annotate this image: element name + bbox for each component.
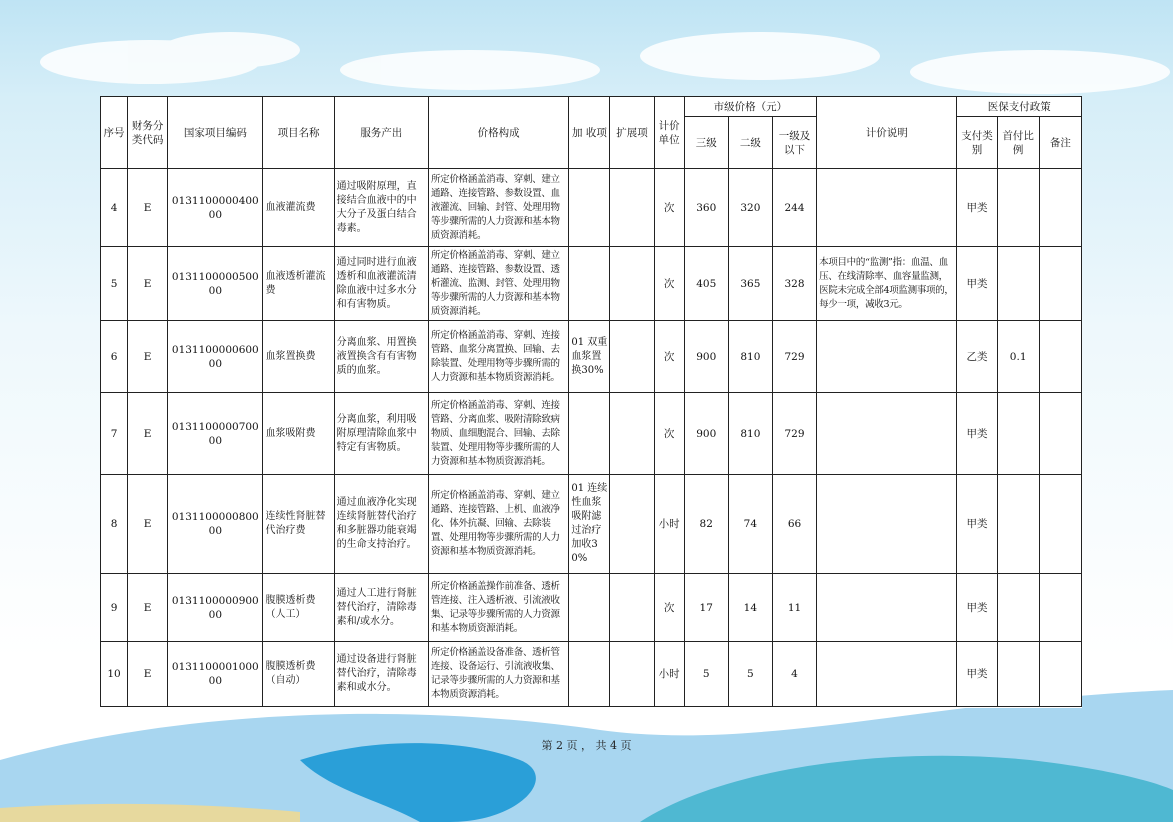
cell-first [997,169,1039,247]
cell-ext [610,642,654,707]
cell-p1: 244 [772,169,816,247]
cell-pay: 甲类 [957,642,997,707]
cell-seq: 4 [101,169,128,247]
cell-cost: 所定价格涵盖消毒、穿刺、建立通路、连接管路、参数设置、透析灌流、监测、封管、处理用物等步骤所需的人力资源和基本物质资源消耗。 [428,247,568,321]
cell-output: 通过设备进行肾脏替代治疗，清除毒素和或水分。 [334,642,428,707]
cell-cost: 所定价格涵盖操作前准备、透析管连接、注入透析液、引流液收集、记录等步骤所需的人力资源和基本物质资源消耗。 [428,574,568,642]
cell-name: 血液灌流费 [263,169,334,247]
cell-output: 通过同时进行血液透析和血液灌流清除血液中过多水分和有害物质。 [334,247,428,321]
col-item-name: 项目名称 [263,97,334,169]
cell-note: 本项目中的“监测”指：血温、血压、在线清除率、血容量监测，医院未完成全部4项监测事项的，每少一项，减收3元。 [817,247,957,321]
cell-name: 腹膜透析费（自动） [263,642,334,707]
col-service-output: 服务产出 [334,97,428,169]
cell-cost: 所定价格涵盖消毒、穿刺、建立通路、连接管路、上机、血液净化、体外抗凝、回输、去除装置、处理用物等步骤所需的人力资源和基本物质资源消耗。 [428,475,568,574]
cell-fin: E [128,169,168,247]
col-expansion: 扩展项 [610,97,654,169]
cell-unit: 小时 [654,642,684,707]
cell-note [817,393,957,475]
cell-p2: 74 [728,475,772,574]
col-pay-type: 支付类别 [957,117,997,169]
cell-code: 013110000050000 [168,247,263,321]
table-row [101,169,1082,247]
col-unit: 计价单位 [654,97,684,169]
cell-fin: E [128,642,168,707]
table-row [101,247,1082,321]
page-footer: 第 2 页 ， 共 4 页 [541,739,632,752]
cell-p3: 900 [684,393,728,475]
cell-ext [610,393,654,475]
cell-seq: 8 [101,475,128,574]
cell-add [569,247,610,321]
cell-ext [610,169,654,247]
cell-p1: 4 [772,642,816,707]
col-insurance: 医保支付政策 [957,97,1082,117]
cell-remark [1039,475,1081,574]
cell-remark [1039,169,1081,247]
cell-note [817,169,957,247]
cell-cost: 所定价格涵盖消毒、穿刺、连接管路、分离血浆、吸附清除致病物质、血细胞混合、回输、去除装置、处理用物等步骤所需的人力资源和基本物质资源消耗。 [428,393,568,475]
cell-first [997,475,1039,574]
cell-code: 013110000100000 [168,642,263,707]
cell-note [817,321,957,393]
cell-p3: 82 [684,475,728,574]
cell-pay: 甲类 [957,475,997,574]
cell-unit: 次 [654,393,684,475]
cell-p1: 328 [772,247,816,321]
cell-unit: 次 [654,247,684,321]
cell-first: 0.1 [997,321,1039,393]
price-table [100,96,1082,707]
cell-add [569,642,610,707]
cell-seq: 10 [101,642,128,707]
cell-pay: 甲类 [957,247,997,321]
cell-note [817,642,957,707]
cell-output: 通过吸附原理，直接结合血液中的中大分子及蛋白结合毒素。 [334,169,428,247]
cell-seq: 5 [101,247,128,321]
cell-unit: 次 [654,321,684,393]
cell-pay: 甲类 [957,574,997,642]
cell-remark [1039,393,1081,475]
cell-output: 分离血浆，利用吸附原理清除血浆中特定有害物质。 [334,393,428,475]
cell-p3: 360 [684,169,728,247]
cell-code: 013110000040000 [168,169,263,247]
cell-add [569,393,610,475]
cell-fin: E [128,475,168,574]
col-city-price: 市级价格（元） [684,97,816,117]
cell-code: 013110000080000 [168,475,263,574]
col-pricing-notes: 计价说明 [817,97,957,169]
cell-name: 血浆吸附费 [263,393,334,475]
cell-name: 腹膜透析费（人工） [263,574,334,642]
cell-remark [1039,642,1081,707]
cell-output: 通过人工进行肾脏替代治疗，清除毒素和/或水分。 [334,574,428,642]
cell-p2: 810 [728,321,772,393]
cell-note [817,574,957,642]
cell-first [997,574,1039,642]
cell-fin: E [128,574,168,642]
cell-first [997,247,1039,321]
col-price-composition: 价格构成 [428,97,568,169]
cell-ext [610,475,654,574]
cell-cost: 所定价格涵盖消毒、穿刺、建立通路、连接管路、参数设置、血液灌流、回输、封管、处理用物等步骤所需的人力资源和基本物质资源消耗。 [428,169,568,247]
cell-name: 连续性肾脏替代治疗费 [263,475,334,574]
col-level2: 二级 [728,117,772,169]
cell-p1: 729 [772,321,816,393]
cell-p2: 365 [728,247,772,321]
col-fin-code: 财务分类代码 [128,97,168,169]
col-national-code: 国家项目编码 [168,97,263,169]
table-row [101,321,1082,393]
cell-p2: 5 [728,642,772,707]
cell-ext [610,574,654,642]
col-remark: 备注 [1039,117,1081,169]
cell-ext [610,247,654,321]
cell-p2: 810 [728,393,772,475]
table-row [101,393,1082,475]
cell-remark [1039,574,1081,642]
cell-name: 血液透析灌流费 [263,247,334,321]
cell-ext [610,321,654,393]
cell-seq: 9 [101,574,128,642]
cell-seq: 6 [101,321,128,393]
cell-add: 01 双重血浆置换30% [569,321,610,393]
cell-note [817,475,957,574]
cell-p2: 320 [728,169,772,247]
cell-add [569,169,610,247]
col-seq: 序号 [101,97,128,169]
cell-add [569,574,610,642]
cloud-decoration [40,32,1170,94]
cell-unit: 小时 [654,475,684,574]
cell-pay: 甲类 [957,169,997,247]
table-row [101,574,1082,642]
cell-p1: 729 [772,393,816,475]
cell-fin: E [128,321,168,393]
cell-fin: E [128,247,168,321]
cell-seq: 7 [101,393,128,475]
cell-code: 013110000070000 [168,393,263,475]
cell-output: 分离血浆、用置换液置换含有有害物质的血浆。 [334,321,428,393]
cell-name: 血浆置换费 [263,321,334,393]
cell-remark [1039,321,1081,393]
cell-unit: 次 [654,574,684,642]
cell-pay: 乙类 [957,321,997,393]
cell-pay: 甲类 [957,393,997,475]
cell-p2: 14 [728,574,772,642]
cell-output: 通过血液净化实现连续肾脏替代治疗和多脏器功能衰竭的生命支持治疗。 [334,475,428,574]
col-first-pay: 首付比例 [997,117,1039,169]
cell-unit: 次 [654,169,684,247]
col-level1: 一级及以下 [772,117,816,169]
cell-p1: 66 [772,475,816,574]
cell-p3: 405 [684,247,728,321]
table-row [101,475,1082,574]
cell-first [997,642,1039,707]
col-add-charge: 加 收项 [569,97,610,169]
header-row-1 [101,97,1082,117]
cell-fin: E [128,393,168,475]
cell-remark [1039,247,1081,321]
cell-add: 01 连续性血浆吸附滤过治疗加收30% [569,475,610,574]
cell-p1: 11 [772,574,816,642]
cell-first [997,393,1039,475]
table-row [101,642,1082,707]
cell-cost: 所定价格涵盖消毒、穿刺、连接管路、血浆分离置换、回输、去除装置、处理用物等步骤所需的人力资源和基本物质资源消耗。 [428,321,568,393]
cell-p3: 900 [684,321,728,393]
col-level3: 三级 [684,117,728,169]
cell-cost: 所定价格涵盖设备准备、透析管连接、设备运行、引流液收集、记录等步骤所需的人力资源和基本物质资源消耗。 [428,642,568,707]
cell-code: 013110000090000 [168,574,263,642]
cell-code: 013110000060000 [168,321,263,393]
cell-p3: 17 [684,574,728,642]
cell-p3: 5 [684,642,728,707]
